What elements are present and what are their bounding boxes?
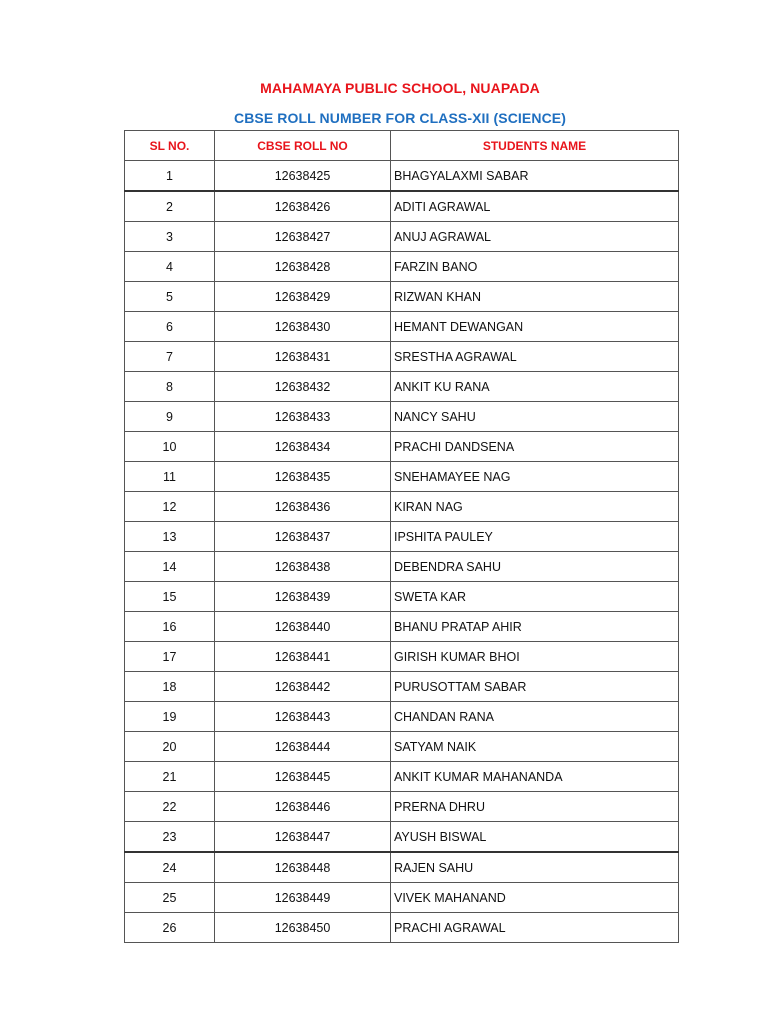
cell-sl-no: 22 bbox=[125, 792, 215, 822]
cell-sl-no: 18 bbox=[125, 672, 215, 702]
table-row bbox=[125, 522, 679, 552]
table-row bbox=[125, 492, 679, 522]
cell-student-name: RAJEN SAHU bbox=[391, 852, 679, 883]
cell-sl-no: 5 bbox=[125, 282, 215, 312]
cell-sl-no: 21 bbox=[125, 762, 215, 792]
cell-student-name: BHAGYALAXMI SABAR bbox=[391, 161, 679, 192]
header-sl-no: SL NO. bbox=[125, 131, 215, 161]
school-title: MAHAMAYA PUBLIC SCHOOL, NUAPADA bbox=[260, 80, 540, 96]
table-row bbox=[125, 222, 679, 252]
table-row bbox=[125, 402, 679, 432]
cell-student-name: PRERNA DHRU bbox=[391, 792, 679, 822]
cell-roll-no: 12638446 bbox=[215, 792, 391, 822]
table-row bbox=[125, 762, 679, 792]
cell-roll-no: 12638442 bbox=[215, 672, 391, 702]
table-row bbox=[125, 552, 679, 582]
cell-student-name: CHANDAN RANA bbox=[391, 702, 679, 732]
cell-roll-no: 12638427 bbox=[215, 222, 391, 252]
cell-student-name: SATYAM NAIK bbox=[391, 732, 679, 762]
table-row bbox=[125, 582, 679, 612]
cell-sl-no: 20 bbox=[125, 732, 215, 762]
cell-student-name: KIRAN NAG bbox=[391, 492, 679, 522]
cell-roll-no: 12638429 bbox=[215, 282, 391, 312]
table-row bbox=[125, 702, 679, 732]
cell-student-name: FARZIN BANO bbox=[391, 252, 679, 282]
table-row bbox=[125, 191, 679, 222]
cell-sl-no: 4 bbox=[125, 252, 215, 282]
cell-sl-no: 11 bbox=[125, 462, 215, 492]
table-row bbox=[125, 883, 679, 913]
cell-sl-no: 8 bbox=[125, 372, 215, 402]
cell-student-name: ANKIT KUMAR MAHANANDA bbox=[391, 762, 679, 792]
cell-sl-no: 24 bbox=[125, 852, 215, 883]
cell-sl-no: 16 bbox=[125, 612, 215, 642]
cell-student-name: PURUSOTTAM SABAR bbox=[391, 672, 679, 702]
cell-sl-no: 1 bbox=[125, 161, 215, 192]
cell-student-name: PRACHI AGRAWAL bbox=[391, 913, 679, 943]
table-row bbox=[125, 161, 679, 192]
table-row bbox=[125, 852, 679, 883]
cell-roll-no: 12638439 bbox=[215, 582, 391, 612]
roll-number-table bbox=[124, 130, 679, 943]
cell-sl-no: 26 bbox=[125, 913, 215, 943]
cell-student-name: GIRISH KUMAR BHOI bbox=[391, 642, 679, 672]
cell-student-name: SRESTHA AGRAWAL bbox=[391, 342, 679, 372]
cell-roll-no: 12638437 bbox=[215, 522, 391, 552]
table-row bbox=[125, 732, 679, 762]
table-row bbox=[125, 792, 679, 822]
table-row bbox=[125, 252, 679, 282]
cell-roll-no: 12638436 bbox=[215, 492, 391, 522]
cell-sl-no: 19 bbox=[125, 702, 215, 732]
table-row bbox=[125, 312, 679, 342]
table-row bbox=[125, 282, 679, 312]
cell-student-name: SNEHAMAYEE NAG bbox=[391, 462, 679, 492]
cell-student-name: DEBENDRA SAHU bbox=[391, 552, 679, 582]
cell-roll-no: 12638432 bbox=[215, 372, 391, 402]
cell-sl-no: 12 bbox=[125, 492, 215, 522]
table-row bbox=[125, 822, 679, 853]
cell-roll-no: 12638443 bbox=[215, 702, 391, 732]
cell-roll-no: 12638428 bbox=[215, 252, 391, 282]
cell-sl-no: 23 bbox=[125, 822, 215, 853]
cell-roll-no: 12638434 bbox=[215, 432, 391, 462]
cell-student-name: BHANU PRATAP AHIR bbox=[391, 612, 679, 642]
table-body bbox=[125, 161, 679, 943]
cell-roll-no: 12638430 bbox=[215, 312, 391, 342]
cell-sl-no: 17 bbox=[125, 642, 215, 672]
cell-roll-no: 12638447 bbox=[215, 822, 391, 853]
cell-student-name: HEMANT DEWANGAN bbox=[391, 312, 679, 342]
cell-sl-no: 25 bbox=[125, 883, 215, 913]
cell-roll-no: 12638448 bbox=[215, 852, 391, 883]
cell-sl-no: 15 bbox=[125, 582, 215, 612]
cell-roll-no: 12638445 bbox=[215, 762, 391, 792]
cell-roll-no: 12638438 bbox=[215, 552, 391, 582]
cell-student-name: IPSHITA PAULEY bbox=[391, 522, 679, 552]
cell-roll-no: 12638444 bbox=[215, 732, 391, 762]
cell-sl-no: 3 bbox=[125, 222, 215, 252]
cell-roll-no: 12638433 bbox=[215, 402, 391, 432]
table-row bbox=[125, 913, 679, 943]
header-student-name: STUDENTS NAME bbox=[391, 131, 679, 161]
cell-roll-no: 12638425 bbox=[215, 161, 391, 192]
table-row bbox=[125, 672, 679, 702]
cell-student-name: NANCY SAHU bbox=[391, 402, 679, 432]
table-row bbox=[125, 642, 679, 672]
cell-student-name: AYUSH BISWAL bbox=[391, 822, 679, 853]
cell-student-name: ADITI AGRAWAL bbox=[391, 191, 679, 222]
cell-sl-no: 13 bbox=[125, 522, 215, 552]
table-header-row bbox=[125, 131, 679, 161]
table-row bbox=[125, 372, 679, 402]
cell-sl-no: 9 bbox=[125, 402, 215, 432]
cell-roll-no: 12638440 bbox=[215, 612, 391, 642]
cell-roll-no: 12638431 bbox=[215, 342, 391, 372]
cell-sl-no: 6 bbox=[125, 312, 215, 342]
cell-student-name: ANKIT KU RANA bbox=[391, 372, 679, 402]
cell-sl-no: 2 bbox=[125, 191, 215, 222]
cell-student-name: ANUJ AGRAWAL bbox=[391, 222, 679, 252]
table-row bbox=[125, 342, 679, 372]
cell-sl-no: 10 bbox=[125, 432, 215, 462]
cell-roll-no: 12638426 bbox=[215, 191, 391, 222]
cell-roll-no: 12638435 bbox=[215, 462, 391, 492]
cell-student-name: VIVEK MAHANAND bbox=[391, 883, 679, 913]
cell-student-name: PRACHI DANDSENA bbox=[391, 432, 679, 462]
document-subtitle: CBSE ROLL NUMBER FOR CLASS-XII (SCIENCE) bbox=[234, 110, 566, 126]
cell-sl-no: 14 bbox=[125, 552, 215, 582]
table-row bbox=[125, 432, 679, 462]
table-row bbox=[125, 612, 679, 642]
cell-roll-no: 12638450 bbox=[215, 913, 391, 943]
cell-roll-no: 12638449 bbox=[215, 883, 391, 913]
header-roll-no: CBSE ROLL NO bbox=[215, 131, 391, 161]
cell-student-name: SWETA KAR bbox=[391, 582, 679, 612]
cell-roll-no: 12638441 bbox=[215, 642, 391, 672]
cell-student-name: RIZWAN KHAN bbox=[391, 282, 679, 312]
table-row bbox=[125, 462, 679, 492]
cell-sl-no: 7 bbox=[125, 342, 215, 372]
